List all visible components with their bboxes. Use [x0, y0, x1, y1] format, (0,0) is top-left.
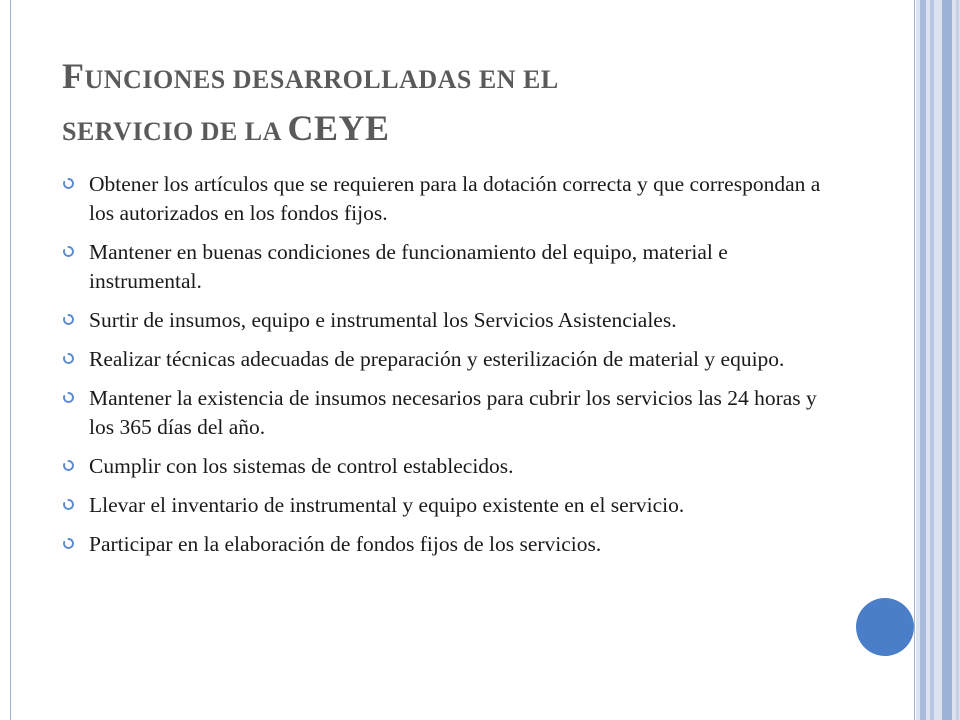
- decorative-side-stripes: [916, 0, 960, 720]
- bullet-text: Obtener los artículos que se requieren para la dotación correcta y que correspondan a los autorizados en los fondos fijos.: [89, 172, 821, 225]
- circular-arrow-bullet-icon: [62, 498, 75, 511]
- bullet-item: [62, 491, 822, 520]
- bullet-item: [62, 238, 822, 296]
- circular-arrow-bullet-icon: [62, 177, 75, 190]
- bullet-text: Mantener en buenas condiciones de funcionamiento del equipo, material e instrumental.: [89, 240, 728, 293]
- bullet-item: [62, 384, 822, 442]
- title-line-2-text: SERVICIO DE LA: [62, 117, 288, 146]
- bullet-text: Llevar el inventario de instrumental y equipo existente en el servicio.: [89, 493, 685, 517]
- slide-title: [62, 52, 822, 156]
- bullet-item: [62, 170, 822, 228]
- bullet-text: Mantener la existencia de insumos necesarios para cubrir los servicios las 24 horas y los 365 días del año.: [89, 386, 817, 439]
- title-acronym: CEYE: [287, 108, 390, 148]
- stripe: [942, 0, 952, 720]
- circular-arrow-bullet-icon: [62, 245, 75, 258]
- bullet-text: Surtir de insumos, equipo e instrumental los Servicios Asistenciales.: [89, 308, 677, 332]
- circular-arrow-bullet-icon: [62, 352, 75, 365]
- title-line-1-text: UNCIONES DESARROLLADAS EN EL: [84, 65, 559, 94]
- stripe: [930, 0, 934, 720]
- bullet-text: Realizar técnicas adecuadas de preparación y esterilización de material y equipo.: [89, 347, 785, 371]
- bullet-item: [62, 530, 822, 559]
- bullet-list: [62, 170, 822, 569]
- circular-arrow-bullet-icon: [62, 537, 75, 550]
- circular-arrow-bullet-icon: [62, 391, 75, 404]
- bullet-item: [62, 306, 822, 335]
- title-line-1: [62, 52, 822, 104]
- bullet-item: [62, 452, 822, 481]
- title-line-2: [62, 104, 822, 156]
- decorative-circle: [856, 598, 914, 656]
- circular-arrow-bullet-icon: [62, 459, 75, 472]
- bullet-text: Participar en la elaboración de fondos fijos de los servicios.: [89, 532, 602, 556]
- bullet-text: Cumplir con los sistemas de control establecidos.: [89, 454, 514, 478]
- stripe: [920, 0, 926, 720]
- bullet-item: [62, 345, 822, 374]
- circular-arrow-bullet-icon: [62, 313, 75, 326]
- stripe: [956, 0, 959, 720]
- title-initial: F: [62, 56, 85, 96]
